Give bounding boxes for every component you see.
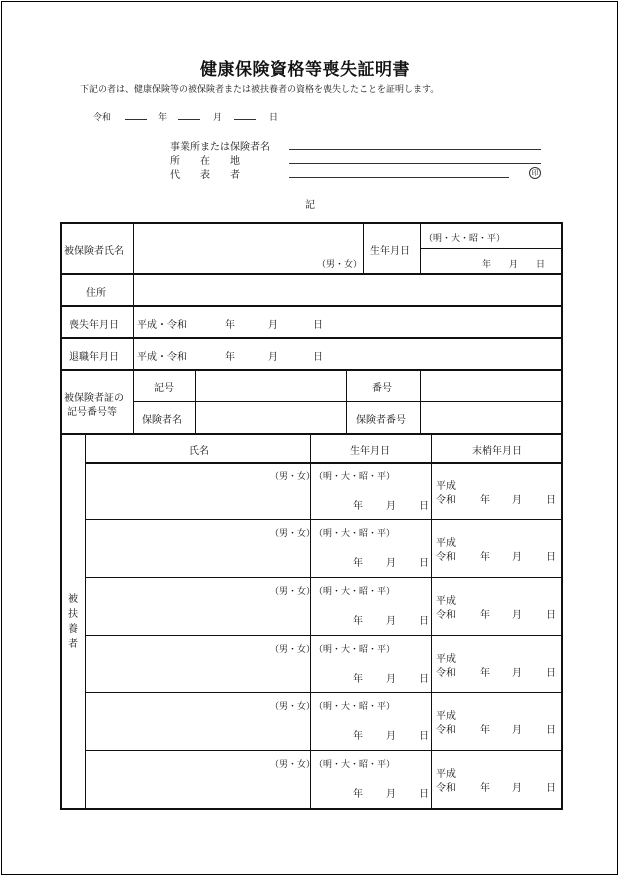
insurer-name-label: 保険者名 — [142, 415, 182, 426]
row-divider — [60, 433, 563, 435]
row-divider — [133, 401, 563, 402]
number-label: 番号 — [372, 383, 392, 394]
dependent-end-year: 年 — [480, 552, 490, 563]
dependent-era-options: （明・大・昭・平） — [314, 472, 396, 482]
retire-day: 日 — [313, 352, 323, 363]
insured-era-options: （明・大・昭・平） — [424, 234, 506, 244]
dependent-end-month: 月 — [512, 783, 522, 794]
dependent-end-day: 日 — [546, 668, 556, 679]
row-divider — [85, 462, 563, 464]
row-divider — [85, 577, 563, 578]
dependent-gender: （男・女） — [270, 702, 316, 712]
issuer-name-label: 事業所または保険者名 — [170, 142, 270, 153]
date-year-line[interactable] — [125, 119, 147, 120]
dependent-end-month: 月 — [512, 552, 522, 563]
date-month-label: 月 — [213, 113, 223, 123]
dependent-end-era-reiwa: 令和 — [436, 668, 456, 679]
dependent-era-options: （明・大・昭・平） — [314, 702, 396, 712]
issuer-rep-line[interactable] — [289, 177, 509, 178]
dependent-birth-day: 日 — [419, 501, 429, 512]
dependent-birth-month: 月 — [386, 731, 396, 742]
row-divider — [60, 273, 563, 275]
dependent-birth-year: 年 — [353, 789, 363, 800]
dependent-birth-month: 月 — [386, 674, 396, 685]
dependent-end-era-heisei: 平成 — [436, 481, 456, 492]
row-divider — [85, 750, 563, 751]
col-divider — [310, 433, 311, 810]
dependent-gender: （男・女） — [270, 472, 316, 482]
issuer-rep-label: 代 表 者 — [170, 170, 240, 181]
col-divider — [363, 222, 364, 273]
dependent-birth-month: 月 — [386, 501, 396, 512]
dependent-birth-day: 日 — [419, 616, 429, 627]
col-divider — [431, 433, 432, 810]
row-divider — [85, 692, 563, 693]
retire-year: 年 — [225, 352, 235, 363]
col-divider — [420, 222, 421, 273]
dependent-birth-year: 年 — [353, 674, 363, 685]
dependent-end-day: 日 — [546, 495, 556, 506]
col-name-header: 氏名 — [189, 446, 209, 457]
dependents-side-label: 被扶養者 — [68, 594, 78, 650]
dependent-end-era-heisei: 平成 — [436, 538, 456, 549]
retire-month: 月 — [268, 352, 278, 363]
date-day-line[interactable] — [234, 119, 256, 120]
row-divider — [60, 337, 563, 339]
col-divider — [420, 369, 421, 433]
ki-label: 記 — [305, 200, 315, 211]
dependent-era-options: （明・大・昭・平） — [314, 645, 396, 655]
loss-year: 年 — [225, 320, 235, 331]
dependent-end-era-reiwa: 令和 — [436, 552, 456, 563]
dependent-end-day: 日 — [546, 610, 556, 621]
dependent-end-year: 年 — [480, 668, 490, 679]
col-divider — [195, 401, 196, 433]
col-end-header: 末梢年月日 — [472, 446, 522, 457]
insured-name-label: 被保険者氏名 — [64, 246, 124, 257]
dependent-end-month: 月 — [512, 725, 522, 736]
loss-date-label: 喪失年月日 — [69, 320, 119, 331]
dependent-gender: （男・女） — [270, 760, 316, 770]
insurer-number-label: 保険者番号 — [356, 415, 406, 426]
dependent-end-month: 月 — [512, 495, 522, 506]
dependent-end-era-heisei: 平成 — [436, 769, 456, 780]
dependent-birth-day: 日 — [419, 731, 429, 742]
dependent-birth-day: 日 — [419, 789, 429, 800]
date-month-line[interactable] — [178, 119, 200, 120]
date-year-label: 年 — [158, 113, 168, 123]
retire-date-label: 退職年月日 — [69, 352, 119, 363]
dependent-end-era-heisei: 平成 — [436, 711, 456, 722]
dependent-end-day: 日 — [546, 783, 556, 794]
intro-text: 下記の者は、健康保険等の被保険者または被扶養者の資格を喪失したことを証明します。 — [80, 85, 440, 95]
address-label: 住所 — [86, 288, 106, 299]
dependent-birth-month: 月 — [386, 558, 396, 569]
col-divider — [85, 433, 86, 810]
loss-date-era: 平成・令和 — [137, 320, 187, 331]
date-era: 令和 — [93, 113, 112, 123]
row-divider — [60, 305, 563, 307]
dependent-end-month: 月 — [512, 668, 522, 679]
dependent-end-era-reiwa: 令和 — [436, 495, 456, 506]
dependent-birth-month: 月 — [386, 616, 396, 627]
dependent-era-options: （明・大・昭・平） — [314, 760, 396, 770]
dependent-era-options: （明・大・昭・平） — [314, 529, 396, 539]
card-label-2: 記号番号等 — [67, 407, 117, 418]
issuer-address-label: 所 在 地 — [170, 156, 240, 167]
document-title: 健康保険資格等喪失証明書 — [200, 60, 410, 80]
row-divider — [85, 519, 563, 520]
dependent-end-day: 日 — [546, 552, 556, 563]
loss-month: 月 — [268, 320, 278, 331]
loss-day: 日 — [313, 320, 323, 331]
symbol-label: 記号 — [154, 383, 174, 394]
insured-birth-ymd: 年 月 日 — [482, 260, 546, 270]
insured-birth-label: 生年月日 — [370, 246, 410, 257]
dependent-end-era-heisei: 平成 — [436, 596, 456, 607]
dependent-birth-year: 年 — [353, 501, 363, 512]
dependent-end-year: 年 — [480, 610, 490, 621]
col-divider — [133, 222, 134, 433]
dependent-end-year: 年 — [480, 783, 490, 794]
seal-mark: 印 — [529, 167, 541, 179]
dependent-birth-year: 年 — [353, 616, 363, 627]
dependent-birth-day: 日 — [419, 674, 429, 685]
dependent-end-year: 年 — [480, 495, 490, 506]
col-divider — [346, 369, 347, 433]
issuer-address-line[interactable] — [289, 163, 541, 164]
dependent-gender: （男・女） — [270, 587, 316, 597]
row-divider — [60, 369, 563, 371]
issuer-name-line[interactable] — [289, 149, 541, 150]
dependent-end-year: 年 — [480, 725, 490, 736]
dependent-gender: （男・女） — [270, 645, 316, 655]
row-divider — [85, 635, 563, 636]
dependent-end-era-reiwa: 令和 — [436, 783, 456, 794]
dependent-gender: （男・女） — [270, 529, 316, 539]
dependent-end-era-reiwa: 令和 — [436, 725, 456, 736]
dependent-era-options: （明・大・昭・平） — [314, 587, 396, 597]
dependent-birth-year: 年 — [353, 558, 363, 569]
retire-date-era: 平成・令和 — [137, 352, 187, 363]
dependent-birth-year: 年 — [353, 731, 363, 742]
dependent-end-day: 日 — [546, 725, 556, 736]
date-day-label: 日 — [269, 113, 279, 123]
col-divider — [195, 369, 196, 401]
dependent-end-era-heisei: 平成 — [436, 654, 456, 665]
dependent-birth-month: 月 — [386, 789, 396, 800]
row-divider — [420, 248, 563, 249]
card-label-1: 被保険者証の — [64, 393, 124, 404]
dependent-end-era-reiwa: 令和 — [436, 610, 456, 621]
col-birth-header: 生年月日 — [350, 446, 390, 457]
dependent-end-month: 月 — [512, 610, 522, 621]
dependent-birth-day: 日 — [419, 558, 429, 569]
insured-gender: （男・女） — [317, 260, 363, 270]
